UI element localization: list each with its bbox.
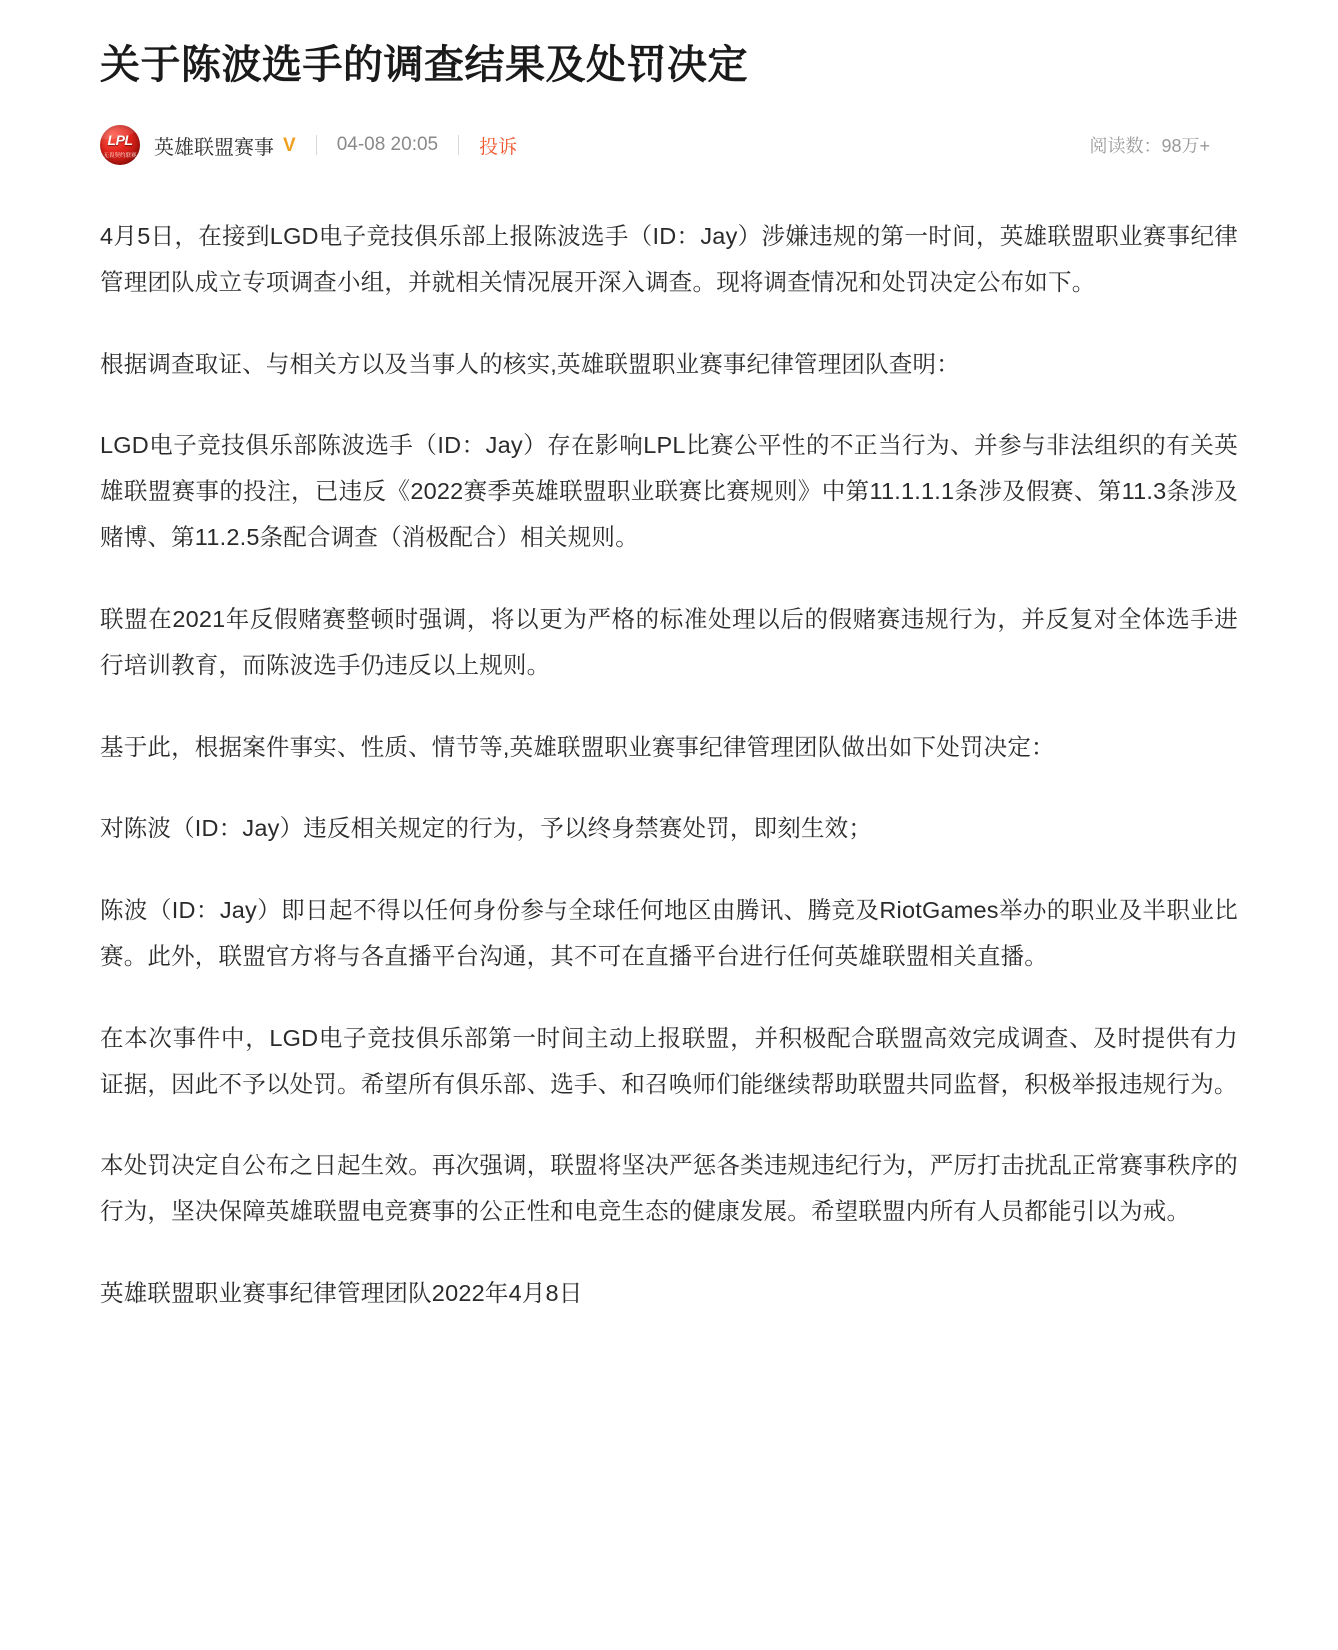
publish-timestamp: 04-08 20:05 — [336, 134, 439, 155]
avatar[interactable] — [100, 125, 140, 165]
byline-divider-2 — [458, 135, 459, 155]
article-body — [100, 214, 1238, 1317]
article-paragraph: 根据调查取证、与相关方以及当事人的核实,英雄联盟职业赛事纪律管理团队查明： — [100, 350, 960, 377]
lpl-logo-subtext: 无畏契约联赛 — [103, 153, 137, 159]
author-name[interactable]: 英雄联盟赛事 — [154, 136, 274, 159]
article-paragraph: 本处罚决定自公布之日起生效。再次强调，联盟将坚决严惩各类违规违纪行为，严厉打击扰乱正常赛事秩序的行为，坚决保障英雄联盟电竞赛事的公正性和电竞生态的健康发展。希望联盟内所有人员都能引以为戒。 — [100, 1152, 1238, 1225]
article-paragraph: 4月5日，在接到LGD电子竞技俱乐部上报陈波选手（ID：Jay）涉嫌违规的第一时间，英雄联盟职业赛事纪律管理团队成立专项调查小组，并就相关情况展开深入调查。现将调查情况和处罚决定公布如下。 — [100, 223, 1238, 295]
complaint-link[interactable]: 投诉 — [479, 136, 518, 158]
page-title: 关于陈波选手的调查结果及处罚决定 — [100, 43, 748, 87]
byline-divider-1 — [316, 135, 317, 155]
article-paragraph: 陈波（ID：Jay）即日起不得以任何身份参与全球任何地区由腾讯、腾竞及RiotGames举办的职业及半职业比赛。此外，联盟官方将与各直播平台沟通，其不可在直播平台进行任何英雄联盟相关直播。 — [100, 897, 1238, 969]
article-paragraph: LGD电子竞技俱乐部陈波选手（ID：Jay）存在影响LPL比赛公平性的不正当行为、并参与非法组织的有关英雄联盟赛事的投注，已违反《2022赛季英雄联盟职业联赛比赛规则》中第11.1.1.1条涉及假赛、第11.3条涉及赌博、第11.2.5条配合调查（消极配合）相关规则。 — [100, 432, 1238, 551]
article-paragraph: 对陈波（ID：Jay）违反相关规定的行为，予以终身禁赛处罚，即刻生效； — [100, 815, 873, 842]
read-count: 阅读数：98万+ — [1089, 136, 1210, 156]
article-signature: 英雄联盟职业赛事纪律管理团队2022年4月8日 — [100, 1280, 583, 1306]
article-paragraph: 联盟在2021年反假赌赛整顿时强调，将以更为严格的标准处理以后的假赌赛违规行为，并反复对全体选手进行培训教育，而陈波选手仍违反以上规则。 — [100, 605, 1238, 678]
article-paragraph: 基于此，根据案件事实、性质、情节等,英雄联盟职业赛事纪律管理团队做出如下处罚决定： — [100, 733, 1055, 760]
article-paragraph: 在本次事件中，LGD电子竞技俱乐部第一时间主动上报联盟，并积极配合联盟高效完成调查、及时提供有力证据，因此不予以处罚。希望所有俱乐部、选手、和召唤师们能继续帮助联盟共同监督，积极举报违规行为。 — [100, 1024, 1238, 1097]
verified-badge-icon: V — [283, 134, 296, 156]
byline — [100, 122, 1238, 168]
lpl-logo-text: LPL — [107, 132, 133, 148]
